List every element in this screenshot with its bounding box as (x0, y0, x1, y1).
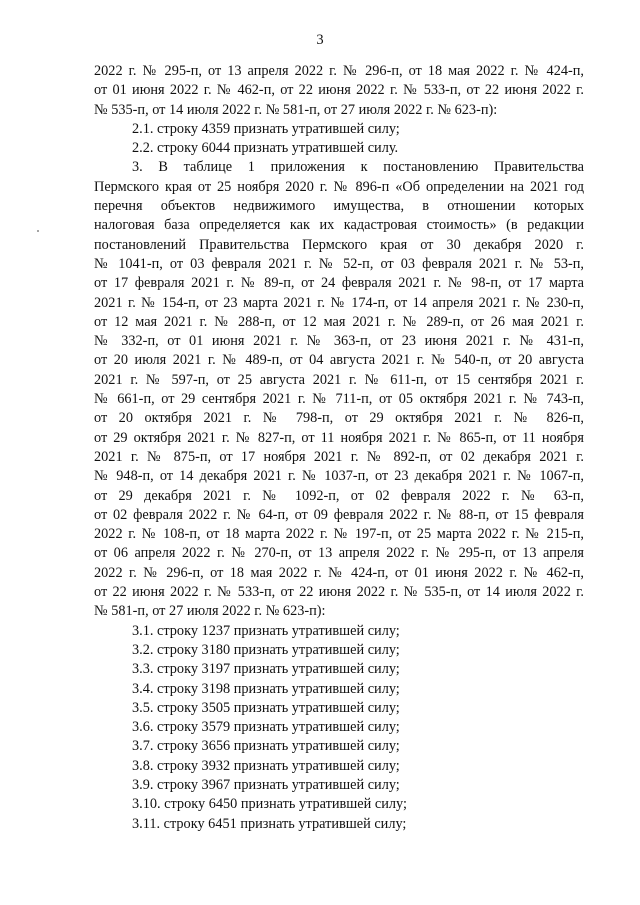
list-item: 3.1. строку 1237 признать утратившей силу; (132, 622, 400, 639)
text-line: от 17 февраля 2021 г. № 89-п, от 24 февраля 2021 г. № 98-п, от 17 марта (94, 275, 584, 292)
text-line: от 06 апреля 2022 г. № 270-п, от 13 апреля 2022 г. № 295-п, от 13 апреля (94, 545, 584, 562)
list-item: 2.1. строку 4359 признать утратившей силу; (132, 120, 400, 137)
list-item: 2.2. строку 6044 признать утратившей силу. (132, 140, 399, 157)
text-line: Пермского края от 25 ноября 2020 г. № 896-п «Об определении на 2021 год (94, 178, 584, 195)
text-line: перечня объектов недвижимого имущества, в отношении которых (94, 198, 584, 215)
list-item: 3.5. строку 3505 признать утратившей силу; (132, 699, 400, 716)
text-line: № 535-п, от 14 июля 2022 г. № 581-п, от 27 июля 2022 г. № 623-п): (94, 101, 498, 118)
list-item: 3.2. строку 3180 признать утратившей силу; (132, 641, 400, 658)
page-number: 3 (316, 32, 324, 48)
list-item: 3.7. строку 3656 признать утратившей силу; (132, 738, 400, 755)
list-item: 3.10. строку 6450 признать утратившей силу; (132, 796, 407, 813)
list-item: 3.4. строку 3198 признать утратившей силу; (132, 680, 400, 697)
text-line: № 581-п, от 27 июля 2022 г. № 623-п): (94, 603, 326, 620)
document-body (94, 62, 584, 834)
list-item: 3.8. строку 3932 признать утратившей силу; (132, 757, 400, 774)
text-line: от 02 февраля 2022 г. № 64-п, от 09 февраля 2022 г. № 88-п, от 15 февраля (94, 506, 584, 523)
text-line: от 01 июня 2022 г. № 462-п, от 22 июня 2022 г. № 533-п, от 22 июня 2022 г. (94, 82, 584, 99)
list-item: 3.9. строку 3967 признать утратившей силу; (132, 776, 400, 793)
text-line: № 1041-п, от 03 февраля 2021 г. № 52-п, от 03 февраля 2021 г. № 53-п, (94, 255, 584, 272)
text-line: 2022 г. № 295-п, от 13 апреля 2022 г. № 296-п, от 18 мая 2022 г. № 424-п, (94, 63, 584, 79)
text-line: 2022 г. № 108-п, от 18 марта 2022 г. № 197-п, от 25 марта 2022 г. № 215-п, (94, 526, 584, 543)
text-line: от 29 декабря 2021 г. № 1092-п, от 02 февраля 2022 г. № 63-п, (94, 487, 584, 504)
text-line: от 22 июня 2022 г. № 533-п, от 22 июня 2022 г. № 535-п, от 14 июля 2022 г. (94, 584, 584, 601)
list-item: 3.3. строку 3197 признать утратившей силу; (132, 661, 400, 678)
scan-speck (37, 230, 39, 232)
list-item: 3.11. строку 6451 признать утратившей силу; (132, 815, 407, 832)
text-line: от 20 октября 2021 г. № 798-п, от 29 октября 2021 г. № 826-п, (94, 410, 584, 427)
text-line: 2021 г. № 875-п, от 17 ноября 2021 г. № 892-п, от 02 декабря 2021 г. (94, 448, 584, 465)
text-line: постановлений Правительства Пермского края от 30 декабря 2020 г. (94, 236, 584, 253)
paragraph-start: 3. В таблице 1 приложения к постановлению Правительства (132, 159, 584, 176)
text-line: от 20 июля 2021 г. № 489-п, от 04 августа 2021 г. № 540-п, от 20 августа (94, 352, 584, 369)
text-line: от 12 мая 2021 г. № 288-п, от 12 мая 2021 г. № 289-п, от 26 мая 2021 г. (94, 313, 584, 330)
text-line: № 332-п, от 01 июня 2021 г. № 363-п, от 23 июня 2021 г. № 431-п, (94, 333, 584, 350)
text-line: налоговая база определяется как их кадастровая стоимость» (в редакции (94, 217, 584, 234)
text-line: № 661-п, от 29 сентября 2021 г. № 711-п, от 05 октября 2021 г. № 743-п, (94, 391, 584, 408)
text-line: от 29 октября 2021 г. № 827-п, от 11 ноября 2021 г. № 865-п, от 11 ноября (94, 429, 584, 446)
list-item: 3.6. строку 3579 признать утратившей силу; (132, 719, 400, 736)
text-line: № 948-п, от 14 декабря 2021 г. № 1037-п, от 23 декабря 2021 г. № 1067-п, (94, 468, 584, 485)
text-line: 2021 г. № 597-п, от 25 августа 2021 г. № 611-п, от 15 сентября 2021 г. (94, 371, 584, 388)
text-line: 2022 г. № 296-п, от 18 мая 2022 г. № 424-п, от 01 июня 2022 г. № 462-п, (94, 564, 584, 581)
text-line: 2021 г. № 154-п, от 23 марта 2021 г. № 174-п, от 14 апреля 2021 г. № 230-п, (94, 294, 584, 311)
